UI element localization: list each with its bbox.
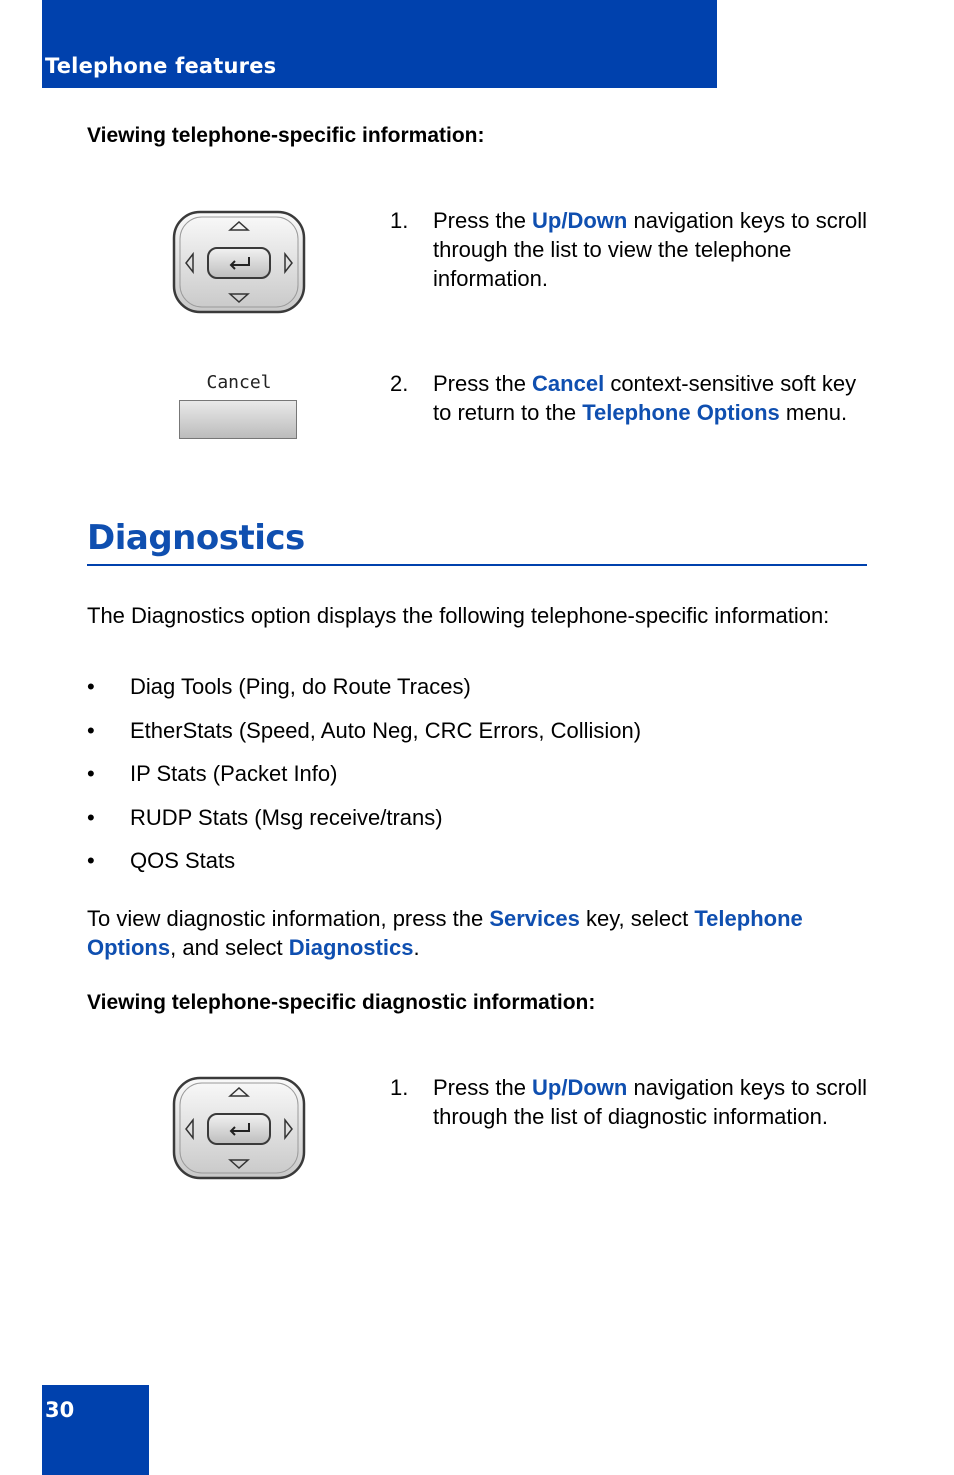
step-number: 1. bbox=[390, 208, 409, 233]
list-item-text: QOS Stats bbox=[130, 848, 236, 873]
step-number: 1. bbox=[390, 1075, 409, 1100]
bullet: • bbox=[87, 848, 95, 873]
step-text: Press the bbox=[433, 208, 533, 233]
bullet: • bbox=[87, 674, 95, 699]
bullet: • bbox=[87, 804, 95, 830]
instruction-text: key, select bbox=[579, 906, 695, 931]
step-text: context-sensitive soft key to return to the bbox=[433, 371, 857, 425]
diagnostics-intro: The Diagnostics option displays the following telephone-specific information: bbox=[87, 603, 830, 628]
navigation-cluster-icon bbox=[170, 208, 308, 316]
step-text: navigation keys to scroll through the list of diagnostic information. bbox=[433, 1075, 868, 1129]
list-item bbox=[87, 846, 641, 890]
step-text: menu. bbox=[779, 400, 848, 425]
page-number: 30 bbox=[45, 1398, 75, 1422]
step-number: 2. bbox=[390, 371, 409, 396]
up-down-keyword: Up/Down bbox=[532, 208, 628, 233]
list-item bbox=[87, 759, 641, 803]
diagnostics-bullet-list bbox=[87, 672, 641, 890]
list-item-text: RUDP Stats (Msg receive/trans) bbox=[130, 804, 443, 830]
cancel-keyword: Cancel bbox=[532, 371, 605, 396]
list-item bbox=[87, 716, 641, 760]
instruction-text: , and select bbox=[170, 935, 289, 960]
diagnostics-instruction bbox=[87, 904, 847, 962]
bullet: • bbox=[87, 717, 95, 743]
list-item-text: IP Stats (Packet Info) bbox=[130, 761, 338, 786]
instruction-text: To view diagnostic information, press the bbox=[87, 906, 490, 931]
bullet: • bbox=[87, 761, 95, 786]
list-item-text: Diag Tools (Ping, do Route Traces) bbox=[130, 674, 471, 699]
step-text: Press the bbox=[433, 1075, 533, 1100]
step-1 bbox=[390, 206, 870, 293]
instruction-text: . bbox=[413, 935, 420, 960]
diagnostics-step-1 bbox=[390, 1073, 870, 1131]
list-item bbox=[87, 803, 641, 847]
cancel-key-button bbox=[179, 400, 297, 439]
diagnostics-subhead: Viewing telephone-specific diagnostic information: bbox=[87, 991, 596, 1014]
section-subhead: Viewing telephone-specific information: bbox=[87, 124, 485, 147]
step-text: Press the bbox=[433, 371, 533, 396]
navigation-cluster-icon bbox=[170, 1074, 308, 1182]
diagnostics-heading: Diagnostics bbox=[87, 518, 305, 558]
heading-rule bbox=[87, 564, 867, 566]
cancel-soft-key bbox=[177, 372, 301, 444]
step-text: navigation keys to scroll through the list to view the telephone information. bbox=[433, 208, 868, 291]
services-keyword: Services bbox=[489, 906, 580, 931]
list-item bbox=[87, 672, 641, 716]
header-title: Telephone features bbox=[45, 54, 277, 78]
list-item-text: EtherStats (Speed, Auto Neg, CRC Errors, Collision) bbox=[130, 717, 642, 743]
diagnostics-keyword: Diagnostics bbox=[288, 935, 414, 960]
telephone-options-keyword: Telephone Options bbox=[582, 400, 780, 425]
up-down-keyword: Up/Down bbox=[532, 1075, 628, 1100]
cancel-key-label: Cancel bbox=[206, 372, 272, 393]
step-2 bbox=[390, 369, 870, 427]
telephone-options-keyword: Telephone Options bbox=[87, 906, 803, 960]
